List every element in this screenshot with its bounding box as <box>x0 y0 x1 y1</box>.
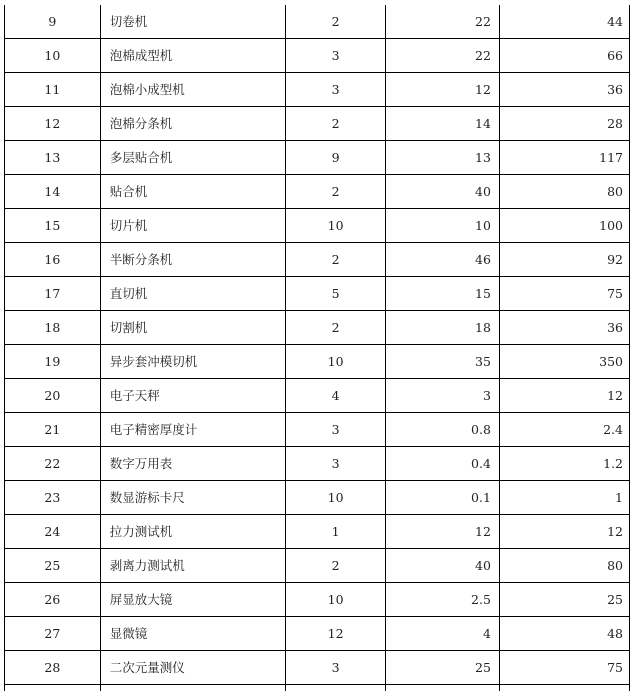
quantity-cell: 3 <box>286 413 386 447</box>
row-index-cell: 25 <box>5 549 101 583</box>
unit-power-cell: 2.5 <box>386 583 500 617</box>
unit-power-cell: 13 <box>386 141 500 175</box>
quantity-cell: 3 <box>286 73 386 107</box>
quantity-cell: 2 <box>286 243 386 277</box>
unit-power-cell: 18 <box>386 311 500 345</box>
equipment-name-cell: 电子精密厚度计 <box>100 413 285 447</box>
row-index-cell: 10 <box>5 39 101 73</box>
unit-power-cell: 0.8 <box>386 413 500 447</box>
row-index-cell: 21 <box>5 413 101 447</box>
table-row <box>5 617 630 651</box>
table-row <box>5 141 630 175</box>
quantity-cell <box>286 685 386 691</box>
row-index-cell: 20 <box>5 379 101 413</box>
unit-power-cell: 40 <box>386 175 500 209</box>
quantity-cell: 2 <box>286 549 386 583</box>
row-index-cell <box>5 685 101 691</box>
row-index-cell: 18 <box>5 311 101 345</box>
table-row <box>5 515 630 549</box>
equipment-name-cell: 泡棉分条机 <box>100 107 285 141</box>
unit-power-cell: 46 <box>386 243 500 277</box>
total-power-cell: 25 <box>499 583 629 617</box>
total-power-cell <box>499 685 629 691</box>
row-index-cell: 11 <box>5 73 101 107</box>
table-row <box>5 583 630 617</box>
table-row <box>5 243 630 277</box>
equipment-name-cell: 贴合机 <box>100 175 285 209</box>
quantity-cell: 3 <box>286 651 386 685</box>
row-index-cell: 14 <box>5 175 101 209</box>
table-row <box>5 345 630 379</box>
table-row <box>5 447 630 481</box>
equipment-table <box>4 5 630 691</box>
total-power-cell: 36 <box>499 73 629 107</box>
quantity-cell: 10 <box>286 345 386 379</box>
unit-power-cell: 15 <box>386 277 500 311</box>
table-row <box>5 39 630 73</box>
table-row <box>5 481 630 515</box>
total-power-cell: 28 <box>499 107 629 141</box>
row-index-cell: 22 <box>5 447 101 481</box>
table-row <box>5 413 630 447</box>
equipment-name-cell: 切卷机 <box>100 5 285 39</box>
total-power-cell: 48 <box>499 617 629 651</box>
unit-power-cell <box>386 685 500 691</box>
equipment-name-cell: 拉力测试机 <box>100 515 285 549</box>
table-row <box>5 685 630 691</box>
quantity-cell: 2 <box>286 175 386 209</box>
total-power-cell: 80 <box>499 175 629 209</box>
total-power-cell: 100 <box>499 209 629 243</box>
table-body <box>5 5 630 691</box>
unit-power-cell: 0.4 <box>386 447 500 481</box>
row-index-cell: 13 <box>5 141 101 175</box>
unit-power-cell: 10 <box>386 209 500 243</box>
quantity-cell: 2 <box>286 5 386 39</box>
equipment-name-cell <box>100 685 285 691</box>
row-index-cell: 12 <box>5 107 101 141</box>
row-index-cell: 28 <box>5 651 101 685</box>
quantity-cell: 5 <box>286 277 386 311</box>
row-index-cell: 24 <box>5 515 101 549</box>
quantity-cell: 3 <box>286 39 386 73</box>
total-power-cell: 12 <box>499 379 629 413</box>
table-row <box>5 651 630 685</box>
quantity-cell: 3 <box>286 447 386 481</box>
total-power-cell: 117 <box>499 141 629 175</box>
quantity-cell: 10 <box>286 481 386 515</box>
unit-power-cell: 14 <box>386 107 500 141</box>
unit-power-cell: 12 <box>386 515 500 549</box>
quantity-cell: 4 <box>286 379 386 413</box>
row-index-cell: 16 <box>5 243 101 277</box>
equipment-name-cell: 多层贴合机 <box>100 141 285 175</box>
equipment-name-cell: 显微镜 <box>100 617 285 651</box>
equipment-name-cell: 半断分条机 <box>100 243 285 277</box>
quantity-cell: 1 <box>286 515 386 549</box>
equipment-name-cell: 直切机 <box>100 277 285 311</box>
unit-power-cell: 40 <box>386 549 500 583</box>
row-index-cell: 19 <box>5 345 101 379</box>
quantity-cell: 10 <box>286 209 386 243</box>
equipment-name-cell: 数字万用表 <box>100 447 285 481</box>
table-row <box>5 175 630 209</box>
unit-power-cell: 35 <box>386 345 500 379</box>
equipment-name-cell: 二次元量测仪 <box>100 651 285 685</box>
equipment-name-cell: 异步套冲模切机 <box>100 345 285 379</box>
equipment-name-cell: 切片机 <box>100 209 285 243</box>
unit-power-cell: 22 <box>386 39 500 73</box>
unit-power-cell: 4 <box>386 617 500 651</box>
total-power-cell: 75 <box>499 651 629 685</box>
total-power-cell: 92 <box>499 243 629 277</box>
equipment-name-cell: 切割机 <box>100 311 285 345</box>
equipment-name-cell: 泡棉小成型机 <box>100 73 285 107</box>
table-row <box>5 73 630 107</box>
unit-power-cell: 0.1 <box>386 481 500 515</box>
row-index-cell: 9 <box>5 5 101 39</box>
total-power-cell: 1 <box>499 481 629 515</box>
table-row <box>5 549 630 583</box>
table-row <box>5 209 630 243</box>
unit-power-cell: 25 <box>386 651 500 685</box>
equipment-name-cell: 泡棉成型机 <box>100 39 285 73</box>
total-power-cell: 80 <box>499 549 629 583</box>
table-row <box>5 107 630 141</box>
table-row <box>5 379 630 413</box>
equipment-name-cell: 屏显放大镜 <box>100 583 285 617</box>
equipment-name-cell: 电子天秤 <box>100 379 285 413</box>
total-power-cell: 350 <box>499 345 629 379</box>
equipment-name-cell: 剥离力测试机 <box>100 549 285 583</box>
total-power-cell: 66 <box>499 39 629 73</box>
row-index-cell: 15 <box>5 209 101 243</box>
equipment-name-cell: 数显游标卡尺 <box>100 481 285 515</box>
unit-power-cell: 22 <box>386 5 500 39</box>
row-index-cell: 17 <box>5 277 101 311</box>
total-power-cell: 75 <box>499 277 629 311</box>
table-row <box>5 5 630 39</box>
unit-power-cell: 3 <box>386 379 500 413</box>
quantity-cell: 9 <box>286 141 386 175</box>
table-row <box>5 311 630 345</box>
total-power-cell: 1.2 <box>499 447 629 481</box>
row-index-cell: 23 <box>5 481 101 515</box>
total-power-cell: 44 <box>499 5 629 39</box>
quantity-cell: 2 <box>286 107 386 141</box>
total-power-cell: 2.4 <box>499 413 629 447</box>
unit-power-cell: 12 <box>386 73 500 107</box>
total-power-cell: 36 <box>499 311 629 345</box>
quantity-cell: 10 <box>286 583 386 617</box>
row-index-cell: 26 <box>5 583 101 617</box>
quantity-cell: 2 <box>286 311 386 345</box>
total-power-cell: 12 <box>499 515 629 549</box>
row-index-cell: 27 <box>5 617 101 651</box>
table-row <box>5 277 630 311</box>
quantity-cell: 12 <box>286 617 386 651</box>
